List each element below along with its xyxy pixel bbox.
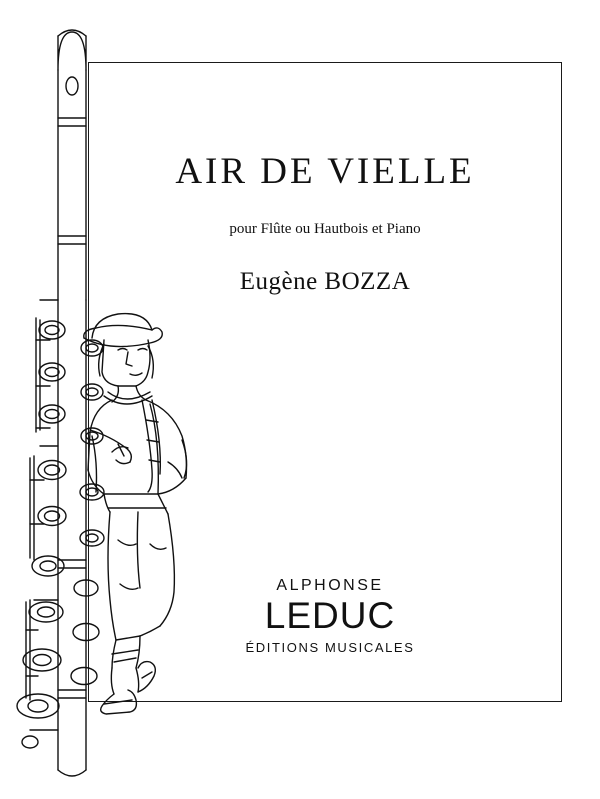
publisher-block bbox=[150, 578, 510, 655]
instrumentation-subtitle: pour Flûte ou Hautbois et Piano bbox=[229, 221, 421, 237]
publisher-name-main: LEDUC bbox=[264, 594, 396, 636]
title-block bbox=[100, 150, 550, 296]
publisher-tagline: ÉDITIONS MUSICALES bbox=[245, 639, 415, 655]
page-title: AIR DE VIELLE bbox=[175, 151, 475, 192]
publisher-name-top: ALPHONSE bbox=[276, 577, 384, 594]
composer-name: Eugène BOZZA bbox=[239, 268, 411, 295]
